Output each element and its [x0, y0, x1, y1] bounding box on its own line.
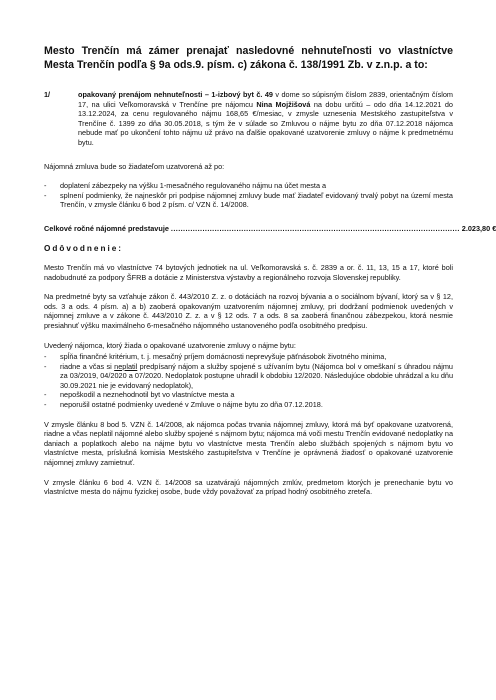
item-body: [78, 90, 453, 148]
list-item: - doplatení zábezpeky na výšku 1-mesačného regulovaného nájmu na účet mesta a: [44, 181, 327, 191]
total-amount: 2.023,80 €: [461, 223, 496, 233]
dash-glyph: -: [44, 400, 47, 410]
paragraph: Uvedený nájomca, ktorý žiada o opakované uzatvorenie zmluvy o nájme bytu:: [44, 340, 296, 350]
conditions-intro: Nájomná zmluva bude so žiadateľom uzatvorená až po:: [44, 161, 225, 171]
total-label: Celkové ročné nájomné predstavuje: [44, 223, 169, 233]
annual-rent-total: [44, 223, 496, 234]
underlined-word: neplatil: [114, 361, 138, 371]
list-item: - neporušil ostatné podmienky uvedené v Zmluve o nájme bytu zo dňa 07.12.2018.: [44, 400, 323, 410]
list-item: - nepoškodil a neznehodnotil byt vo vlastníctve mesta a: [44, 390, 235, 400]
item-text-1: v dome so súpisným číslom 2839, orientačným číslom 17, na ulici Veľkomoravská v Trenčíne pre nájomcu: [78, 90, 453, 109]
paragraph: Na predmetné byty sa vzťahuje zákon č. 443/2010 Z. z. o dotáciách na rozvoj bývania a o sociálnom bývaní, ktorý sa v § 12, ods. 3 a ods. 4 písm. a) a b) zaoberá opakovaným uzatvorením nájomnej zmluvy, pri dodržaní podmienok uvedených v nájomnej zmluve a v zákone č. 443/2010 Z. z. a v § 12 ods. 7 a ods. 8 sa zaoberá finančnou zábezpekou, ktorá nesmie presiahnuť výšku maximálneho 6-mesačného nájomného ustanoveného podľa osobitného predpisu.: [44, 292, 453, 330]
dot-leader: .......................................................................................................................: [170, 223, 460, 233]
dash-glyph: -: [44, 181, 47, 191]
tenant-criteria-list: [44, 352, 453, 410]
list-item: - spĺňa finančné kritérium, t. j. mesačný príjem domácnosti neprevyšuje päťnásobok životného minima,: [44, 352, 387, 362]
list-item: - splnení podmienky, že najneskôr pri podpise nájomnej zmluvy bude mať žiadateľ evidovaný trvalý pobyt na území mesta Trenčín, v zmysle článku 6 bod 2 písm. c/ VZN č. 14/2008.: [44, 190, 453, 210]
item-lead: opakovaný prenájom nehnuteľnosti – 1-izbový byt č. 49: [78, 90, 273, 99]
dash-glyph: -: [44, 361, 47, 371]
dash-glyph: -: [44, 352, 47, 362]
item-text-2: na dobu určitú – odo dňa 14.12.2021 do 13.12.2024, za cenu regulovaného nájmu 168,65 €/mesiac, v zmysle uznesenia Mestského zastupiteľstva v Trenčíne č. 1399 zo dňa 30.05.2018, s tým že v súlade so Zmluvou o nájme bytu zo dňa 07.12.2018 nájomca nebude mať po ukončení tohto nájmu už právo na ďalšie opakované uzatvorenie zmluvy o nájme k predmetnému bytu.: [78, 99, 453, 147]
justification-heading: Odôvodnenie:: [44, 243, 124, 253]
paragraph: Mesto Trenčín má vo vlastníctve 74 bytových jednotiek na ul. Veľkomoravská s. č. 2839 a or. č. 11, 13, 15 a 17, ktoré boli nadobudnuté za podpory ŠFRB a dotácie z Ministerstva výstavby a regionálneho rozvoja Slovenskej republiky.: [44, 262, 453, 282]
dash-glyph: -: [44, 390, 47, 400]
dash-glyph: -: [44, 190, 47, 200]
tenant-name: Nina Mojžišová: [256, 99, 311, 109]
list-item: - riadne a včas si neplatil predpísaný nájom a služby spojené s užívaním bytu (Nájomca bol v omeškaní s úhradou nájmu za 03/2019, 04/2020 a 07/2020. Nedoplatok postupne uhradil k obdobiu 12/2020. Následujúce obdobie uhrádzal a ku dňu 30.09.2021 nie je evidovaný nedoplatok),: [44, 361, 453, 390]
paragraph: V zmysle článku 8 bod 5. VZN č. 14/2008, ak nájomca počas trvania nájomnej zmluvy, ktorá má byť opakovane uzatvorená, riadne a včas neplatil nájomné alebo služby spojené s nájmom bytu; nájomca má voči mestu Trenčín evidované nedoplatky na daniach a poplatkoch alebo na nájme bytu vo vlastníctve mesta Trenčín alebo službách spojených s nájmom bytu vo vlastníctve mesta, príslušná komisia Mestského zastupiteľstva v Trenčíne je oprávnená žiadosť o opakované uzatvorenie nájomnej zmluvy zamietnuť.: [44, 419, 453, 468]
conditions-list: [44, 181, 453, 210]
document-title: Mesto Trenčín má zámer prenajať nasledovné nehnuteľnosti vo vlastníctve Mesta Trenčín podľa § 9a ods.9. písm. c) zákona č. 138/1991 Zb. v z.n.p. a to:: [44, 45, 453, 71]
item-number: 1/: [44, 90, 51, 99]
paragraph: V zmysle článku 6 bod 4. VZN č. 14/2008 sa uzatvárajú nájomných zmlúv, predmetom ktorých je prenechanie bytu vo vlastníctve mesta do nájmu fyzickej osobe, bude vždy považovať za prípad hodný osobitného zreteľa.: [44, 477, 453, 497]
lease-item: [44, 90, 453, 148]
